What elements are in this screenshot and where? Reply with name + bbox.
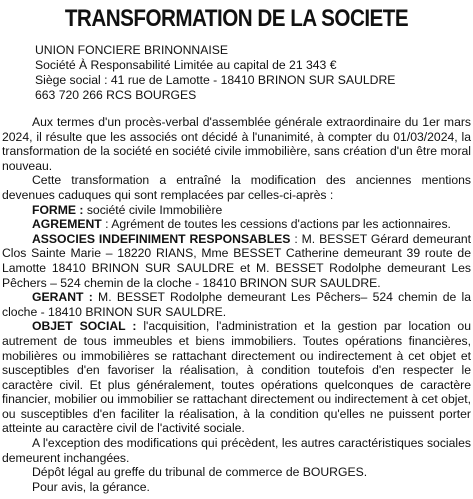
forme-value: société civile Immobilière [83,202,223,217]
objet-label: OBJET SOCIAL : [32,319,137,334]
paragraph-objet [2,319,471,436]
agrement-value: : Agrément de toutes les cessions d'actions par les actionnaires. [101,217,451,232]
company-seat: Siège social : 41 rue de Lamotte - 18410 BRINON SUR SAULDRE [35,73,396,87]
paragraph-agrement [2,217,471,232]
notice-title: TRANSFORMATION DE LA SOCIETE [64,5,409,32]
company-rcs: 663 720 266 RCS BOURGES [35,88,197,102]
paragraph-associes [2,232,471,290]
gerant-value: M. BESSET Rodolphe demeurant Les Pêchers– 524 chemin de la cloche - 18410 BRINON SUR SAULDRE. [2,290,472,319]
agrement-label: AGREMENT [32,217,102,232]
paragraph-depot: Dépôt légal au greffe du tribunal de commerce de BOURGES. [32,465,368,480]
gerant-label: GERANT : [32,290,93,305]
associes-value: : M. BESSET Gérard demeurant Clos Sainte Marie – 18220 RIANS, Mme BESSET Catherine demeurant 39 route de Lamotte 18410 BRINON SUR SAULDRE et M. BESSET Rodolphe demeurant Les Pêchers – 524 chemin de la cloche - 18410 BRINON SUR SAULDRE. [2,231,472,290]
paragraph-signature: Pour avis, la gérance. [32,479,150,494]
company-form: Société À Responsabilité Limitée au capital de 21 343 € [35,58,337,72]
forme-label: FORME : [32,202,84,217]
paragraph-forme [2,203,471,218]
notice-body [2,115,471,494]
associes-label: ASSOCIES INDEFINIMENT RESPONSABLES [32,231,291,246]
paragraph-consequence: Cette transformation a entraîné la modification des anciennes mentions devenues caduques qui sont remplacées par celles-ci-après : [2,173,471,202]
objet-value: l'acquisition, l'administration et la gestion par location ou autrement de tous immeubles et biens immobiliers. Toutes opérations financières, mobilières ou immobilières se rattachant directement ou indirectement à cet objet et susceptibles d'en favoriser la réalisation, à condition toutefois d'en respecter le caractère civil. Et plus généralement, toutes opérations quelconques de caractère financier, mobilier ou immobilier se rattachant directement ou indirectement à cet objet, ou susceptibles d'en faciliter la réalisation, à la condition qu'elles ne puissent porter atteinte au caractère civil de l'activité sociale. [2,319,471,436]
paragraph-exception: A l'exception des modifications qui précèdent, les autres caractéristiques sociales demeurent inchangées. [2,436,471,465]
company-name: UNION FONCIERE BRINONNAISE [35,43,228,57]
paragraph-intro: Aux termes d'un procès-verbal d'assemblée générale extraordinaire du 1er mars 2024, il résulte que les associés ont décidé à l'unanimité, à compter du 01/03/2024, la transformation de la société en société civile immobilière, sans création d'un être moral nouveau. [2,115,471,173]
paragraph-gerant [2,290,471,319]
company-block [2,43,471,103]
